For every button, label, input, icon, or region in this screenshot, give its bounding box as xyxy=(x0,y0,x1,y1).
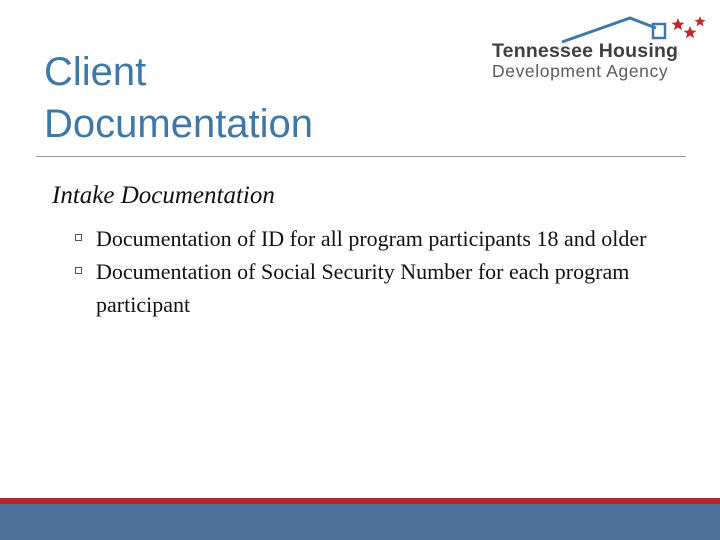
star-3-icon xyxy=(695,16,706,26)
logo-text-line-2: Development Agency xyxy=(492,61,669,81)
roof-line xyxy=(562,18,656,42)
square-bullet-icon xyxy=(75,234,82,241)
logo-text-line-1: Tennessee Housing xyxy=(492,40,679,62)
intake-heading: Intake Documentation xyxy=(52,182,275,209)
slide-title-line-1: Client xyxy=(44,50,147,94)
bullet-list xyxy=(52,222,672,321)
slide-title-line-2: Documentation xyxy=(44,102,314,146)
bullet-text: Documentation of Social Security Number for each program participant xyxy=(96,259,630,317)
slide-title xyxy=(44,46,313,150)
thda-logo xyxy=(486,12,708,84)
bullet-item xyxy=(96,222,672,255)
slide-body xyxy=(52,180,672,321)
star-2-icon xyxy=(684,26,697,38)
square-bullet-icon xyxy=(75,267,82,274)
footer-blue-bar xyxy=(0,504,720,540)
star-1-icon xyxy=(672,18,685,30)
bullet-item xyxy=(96,255,672,321)
title-divider xyxy=(36,156,686,157)
bullet-text: Documentation of ID for all program participants 18 and older xyxy=(96,226,647,251)
